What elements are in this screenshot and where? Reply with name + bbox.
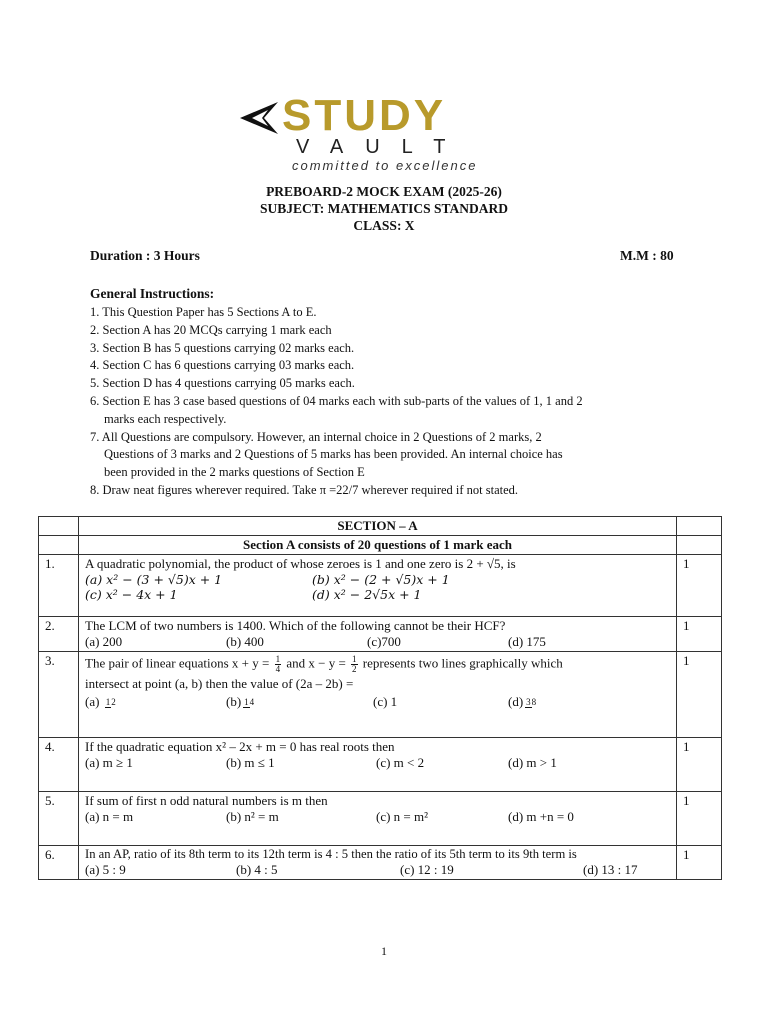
duration: Duration : 3 Hours [90,248,200,263]
options-row [85,755,670,771]
question-number: 4. [39,738,79,792]
arrow-logo-icon [238,100,278,136]
question-marks: 1 [677,846,722,880]
options-row [85,809,670,825]
instruction-item: been provided in the 2 marks questions of Section E [104,465,365,480]
section-title: SECTION – A [79,517,677,536]
question-row [39,555,722,617]
option: (b) m ≤ 1 [226,755,275,770]
options-row [85,587,670,602]
instruction-item: 5. Section D has 4 questions carrying 05 marks each. [90,376,355,391]
question-text: A quadratic polynomial, the product of whose zeroes is 1 and one zero is 2 + √5, is [85,556,516,571]
question-row [39,617,722,652]
question-text: If sum of first n odd natural numbers is m then [85,793,328,808]
question-number: 2. [39,617,79,652]
option: (c) 12 : 19 [400,862,454,877]
question-text: The LCM of two numbers is 1400. Which of the following cannot be their HCF? [85,618,506,633]
option: (a) 12 [85,694,116,709]
question-row [39,792,722,846]
question-marks: 1 [677,617,722,652]
question-row [39,738,722,792]
option: (a) 5 : 9 [85,862,126,877]
question-marks: 1 [677,652,722,738]
exam-title: PREBOARD-2 MOCK EXAM (2025-26) [266,184,502,199]
logo-tagline: committed to excellence [292,158,478,173]
option: (a) 200 [85,634,123,649]
instruction-item: 1. This Question Paper has 5 Sections A to E. [90,305,317,319]
option: (d) m +n = 0 [508,809,574,824]
option: (d) 175 [508,634,546,649]
instruction-item: 4. Section C has 6 questions carrying 03 marks each. [90,358,355,373]
fraction: $\frac{1}{4}$ [275,654,281,674]
option: (c) n = m² [376,809,429,824]
instruction-item: 7. All Questions are compulsory. However, an internal choice in 2 Questions of 2 marks, 2 [90,429,542,444]
option: (d) 38 [508,694,537,709]
options-row [85,862,670,878]
instruction-item: 6. Section E has 3 case based questions of 04 marks each with sub-parts of the values of 1, 1 and 2 [90,393,583,408]
question-table [38,516,722,880]
option: (a) n = m [85,809,134,824]
instructions-title: General Instructions: [90,286,215,301]
fraction: $\frac{1}{2}$ [352,654,357,674]
question-text: In an AP, ratio of its 8th term to its 12th term is 4 : 5 then the ratio of its 5th term to its 9th term is [85,847,577,861]
question-number: 3. [39,652,79,738]
instruction-item: 2. Section A has 20 MCQs carrying 1 mark each [90,322,332,337]
question-text: If the quadratic equation x² – 2x + m = 0 has real roots then [85,739,395,754]
option: (d) 13 : 17 [583,862,638,877]
options-row [85,694,670,710]
question-number: 6. [39,846,79,880]
options-row [85,634,670,650]
option: (c) 1 [373,694,398,709]
instruction-item: marks each respectively. [104,411,227,426]
section-subtitle: Section A consists of 20 questions of 1 mark each [79,536,677,555]
option: (a) m ≥ 1 [85,755,133,770]
option: (d) x² − 2√5x + 1 [312,587,422,602]
option: (b) 400 [226,634,264,649]
option: (b) x² − (2 + √5)x + 1 [312,572,450,587]
logo-brand: STUDY [282,91,447,140]
option: (c) x² − 4x + 1 [85,587,178,602]
option: (c) m < 2 [376,755,425,770]
section-title-row [39,517,722,536]
question-marks: 1 [677,792,722,846]
instruction-item: 8. Draw neat figures wherever required. Take π =22/7 wherever required if not stated. [90,482,519,497]
instructions-list [90,304,660,500]
question-number: 5. [39,792,79,846]
question-number: 1. [39,555,79,617]
options-row [85,572,670,587]
exam-subject: SUBJECT: MATHEMATICS STANDARD [259,201,509,216]
option: (d) m > 1 [508,755,557,770]
instruction-item: 3. Section B has 5 questions carrying 02 marks each. [90,340,355,355]
logo-sub: VAULT [296,136,468,158]
instruction-item: Questions of 3 marks and 2 Questions of 5 marks has been provided. An internal choice has [104,447,563,462]
option: (b) 14 [226,694,255,709]
max-marks: M.M : 80 [620,248,674,263]
question-text: The pair of linear equations x + y = $\frac{1}{4}$ and x − y = $\frac{1}{2}$ represents two lines graphically which [85,654,563,674]
option: (b) 4 : 5 [236,862,278,877]
question-marks: 1 [677,555,722,617]
question-row [39,652,722,738]
question-row [39,846,722,880]
exam-class: CLASS: X [353,218,415,233]
option: (b) n² = m [226,809,279,824]
study-vault-logo [238,91,508,176]
option: (c)700 [367,634,401,649]
page-number: 1 [381,944,387,958]
question-marks: 1 [677,738,722,792]
option: (a) x² − (3 + √5)x + 1 [85,572,223,587]
section-subtitle-row [39,536,722,555]
question-text-line2: intersect at point (a, b) then the value of (2a – 2b) = [85,676,354,691]
